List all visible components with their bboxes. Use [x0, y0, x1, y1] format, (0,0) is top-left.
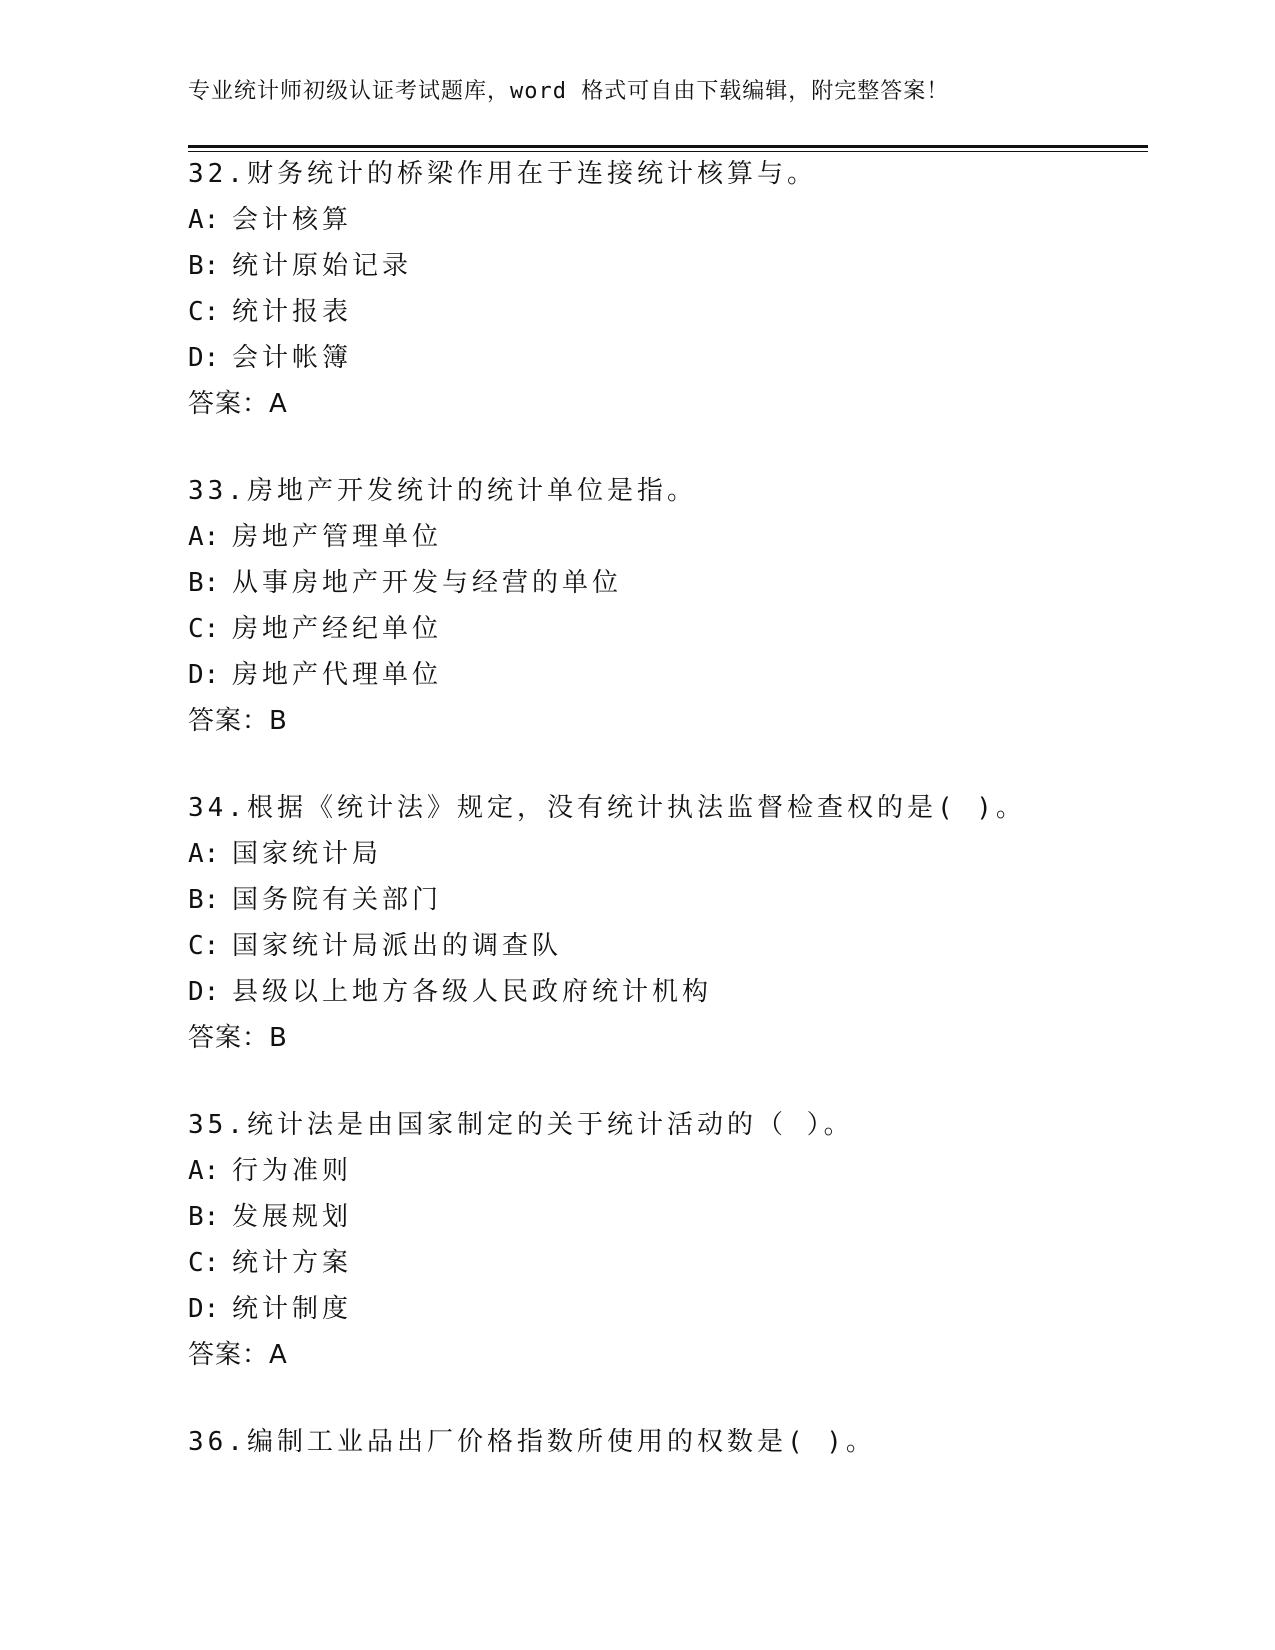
option-letter: D:	[188, 660, 220, 690]
question-stem: 33.房地产开发统计的统计单位是指。	[188, 476, 697, 506]
question-34	[188, 785, 1026, 1061]
document-header: 专业统计师初级认证考试题库，word 格式可自由下载编辑，附完整答案！	[188, 79, 950, 104]
option-letter: C:	[188, 1248, 220, 1278]
question-35	[188, 1102, 854, 1378]
option-letter: A:	[188, 839, 220, 869]
option-letter: C:	[188, 614, 220, 644]
option-text: 县级以上地方各级人民政府统计机构	[232, 977, 713, 1007]
option-text: 国家统计局派出的调查队	[232, 931, 563, 961]
option-a	[188, 514, 697, 560]
option-letter: D:	[188, 1294, 220, 1324]
header-divider-thick	[188, 145, 1148, 148]
answer-line: 答案：B	[188, 706, 288, 736]
option-text: 会计核算	[232, 205, 353, 235]
option-d	[188, 652, 697, 698]
option-letter: B:	[188, 251, 220, 281]
option-letter: D:	[188, 977, 220, 1007]
question-stem: 35.统计法是由国家制定的关于统计活动的（ ）。	[188, 1110, 854, 1140]
option-text: 统计原始记录	[232, 251, 413, 281]
option-letter: C:	[188, 297, 220, 327]
question-stem: 34.根据《统计法》规定，没有统计执法监督检查权的是( )。	[188, 793, 1026, 823]
option-b	[188, 877, 1026, 923]
option-letter: B:	[188, 568, 220, 598]
option-letter: D:	[188, 343, 220, 373]
option-c	[188, 606, 697, 652]
option-letter: C:	[188, 931, 220, 961]
option-c	[188, 289, 817, 335]
question-stem: 32.财务统计的桥梁作用在于连接统计核算与。	[188, 159, 817, 189]
option-text: 房地产管理单位	[232, 522, 443, 552]
option-text: 房地产代理单位	[232, 660, 443, 690]
option-b	[188, 1194, 854, 1240]
option-text: 统计报表	[232, 297, 353, 327]
option-c	[188, 923, 1026, 969]
option-d	[188, 969, 1026, 1015]
answer-line: 答案：A	[188, 389, 288, 419]
option-letter: B:	[188, 885, 220, 915]
option-d	[188, 1286, 854, 1332]
option-d	[188, 335, 817, 381]
question-36	[188, 1419, 876, 1465]
option-c	[188, 1240, 854, 1286]
question-33	[188, 468, 697, 744]
option-text: 会计帐簿	[232, 343, 353, 373]
option-text: 房地产经纪单位	[232, 614, 443, 644]
option-a	[188, 1148, 854, 1194]
answer-line: 答案：A	[188, 1340, 288, 1370]
option-text: 统计制度	[232, 1294, 353, 1324]
option-text: 行为准则	[232, 1156, 353, 1186]
option-text: 统计方案	[232, 1248, 353, 1278]
option-letter: A:	[188, 522, 220, 552]
option-text: 从事房地产开发与经营的单位	[232, 568, 623, 598]
option-b	[188, 560, 697, 606]
option-a	[188, 197, 817, 243]
answer-line: 答案：B	[188, 1023, 288, 1053]
option-letter: A:	[188, 1156, 220, 1186]
question-stem: 36.编制工业品出厂价格指数所使用的权数是( )。	[188, 1427, 876, 1457]
option-letter: B:	[188, 1202, 220, 1232]
option-a	[188, 831, 1026, 877]
option-text: 国家统计局	[232, 839, 383, 869]
option-text: 发展规划	[232, 1202, 353, 1232]
option-b	[188, 243, 817, 289]
option-text: 国务院有关部门	[232, 885, 443, 915]
option-letter: A:	[188, 205, 220, 235]
question-32	[188, 151, 817, 427]
